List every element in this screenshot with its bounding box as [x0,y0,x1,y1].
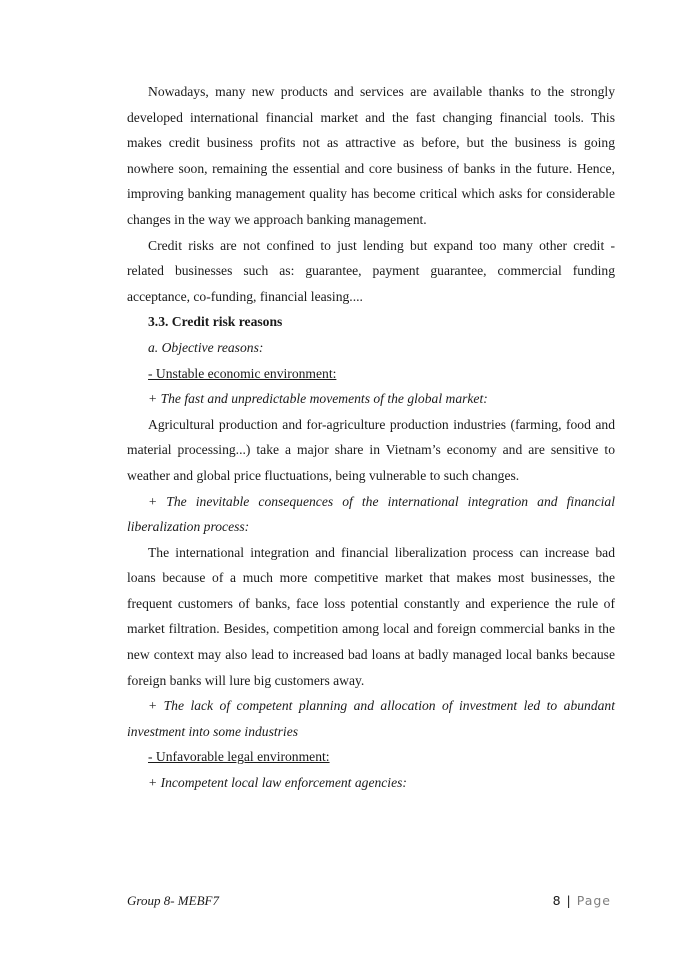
paragraph-integration: The international integration and financial liberalization process can increase bad loans because of a much more competitive market that makes most businesses, the frequent customers of banks, face loss potential constantly and experience the rule of market filtration. Besides, competition among local and foreign commercial banks in the new context may also lead to increased bad loans at badly managed local banks because foreign banks will lure big customers away. [127,544,615,688]
page-number: 8 [552,893,562,908]
page-separator: | [566,893,572,908]
footer-page-indicator [553,893,611,908]
paragraph-credit-risks: Credit risks are not confined to just lending but expand too many other credit - related businesses such as: guarantee, payment guarantee, commercial funding acceptance, co-funding, financial leasing.... [127,237,615,304]
paragraph-agriculture: Agricultural production and for-agriculture production industries (farming, food and material processing...) take a major share in Vietnam’s economy and are sensitive to weather and global price fluctuations, being vulnerable to such changes. [127,416,615,483]
document-body [127,79,615,796]
subheading-objective: a. Objective reasons: [148,339,264,355]
bullet-law-enforcement: + Incompetent local law enforcement agencies: [148,775,407,791]
item-unstable-economic [127,361,615,387]
paragraph-intro: Nowadays, many new products and services are available thanks to the strongly developed international financial market and the fast changing financial tools. This makes credit business profits not as attractive as before, but the business is going nowhere soon, remaining the essential and core business of banks in the future. Hence, improving banking management quality has become critical which asks for considerable changes in the way we approach banking management. [127,84,615,227]
item-unfavorable-legal-text: - Unfavorable legal environment: [148,749,330,765]
bullet-investment: + The lack of competent planning and allocation of investment led to abundant investment into some industries [127,698,615,739]
page-word: Page [576,893,611,908]
item-unfavorable-legal [127,744,615,770]
footer-group-label: Group 8- MEBF7 [127,893,219,908]
item-unstable-economic-text: - Unstable economic environment: [148,365,337,381]
section-heading: 3.3. Credit risk reasons [148,314,283,330]
bullet-global-market: + The fast and unpredictable movements of the global market: [148,391,488,407]
bullet-integration: + The inevitable consequences of the international integration and financial liberalization process: [127,493,615,535]
